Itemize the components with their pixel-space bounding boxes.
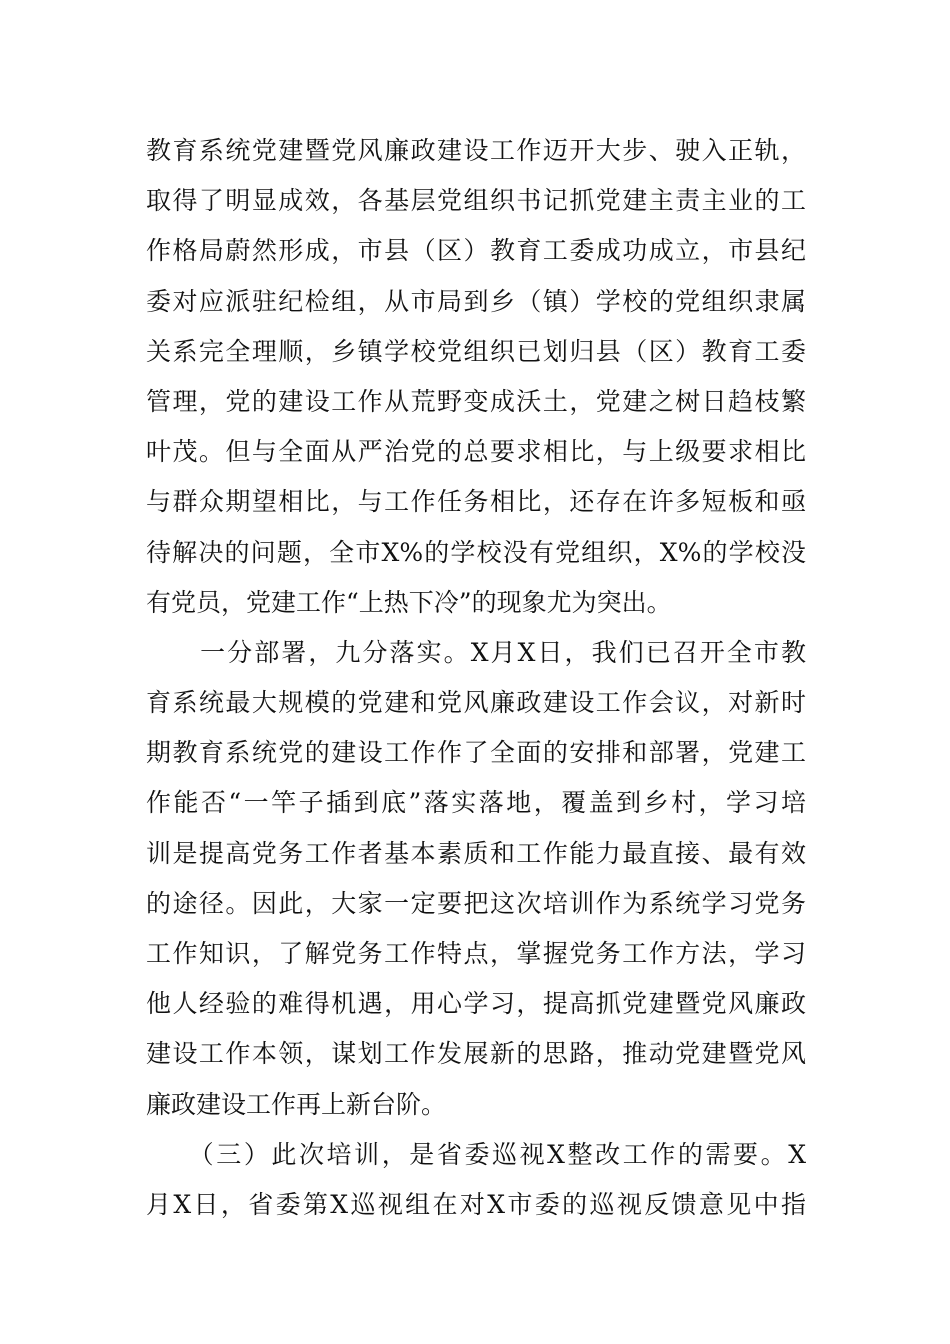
text-line: 一分部署，九分落实。X月X日，我们已召开全市教 xyxy=(146,637,806,667)
text-line: 教育系统党建暨党风廉政建设工作迈开大步、驶入正轨， xyxy=(146,136,806,165)
text-line: 训是提高党务工作者基本素质和工作能力最直接、最有效 xyxy=(146,838,806,868)
text-line: 待解决的问题，全市X%的学校没有党组织，X%的学校没 xyxy=(146,537,806,567)
text-line: 作能否“一竿子插到底”落实落地，覆盖到乡村，学习培 xyxy=(146,788,806,818)
body-text xyxy=(146,126,806,1230)
text-line: 管理，党的建设工作从荒野变成沃土，党建之树日趋枝繁 xyxy=(146,386,806,416)
text-line: 月X日，省委第X巡视组在对X市委的巡视反馈意见中指 xyxy=(146,1189,806,1219)
text-line: 工作知识，了解党务工作特点，掌握党务工作方法，学习 xyxy=(146,939,806,968)
text-line: 关系完全理顺，乡镇学校党组织已划归县（区）教育工委 xyxy=(146,336,806,366)
text-line: 取得了明显成效，各基层党组织书记抓党建主责主业的工 xyxy=(146,186,806,216)
text-line: 的途径。因此，大家一定要把这次培训作为系统学习党务 xyxy=(146,888,806,918)
text-line: 叶茂。但与全面从严治党的总要求相比，与上级要求相比 xyxy=(146,437,806,467)
text-line: 期教育系统党的建设工作作了全面的安排和部署，党建工 xyxy=(146,738,806,768)
text-line: （三）此次培训，是省委巡视X整改工作的需要。X xyxy=(146,1139,806,1169)
text-line: 廉政建设工作再上新台阶。 xyxy=(146,1089,447,1119)
text-line: 他人经验的难得机遇，用心学习，提高抓党建暨党风廉政 xyxy=(146,989,806,1019)
text-line: 与群众期望相比，与工作任务相比，还存在许多短板和亟 xyxy=(146,487,806,517)
text-line: 育系统最大规模的党建和党风廉政建设工作会议，对新时 xyxy=(146,688,806,718)
text-line: 建设工作本领，谋划工作发展新的思路，推动党建暨党风 xyxy=(146,1039,806,1069)
text-line: 委对应派驻纪检组，从市局到乡（镇）学校的党组织隶属 xyxy=(146,286,806,316)
text-line: 有党员，党建工作“上热下冷”的现象尤为突出。 xyxy=(146,587,672,617)
text-line: 作格局蔚然形成，市县（区）教育工委成功成立，市县纪 xyxy=(146,236,806,266)
